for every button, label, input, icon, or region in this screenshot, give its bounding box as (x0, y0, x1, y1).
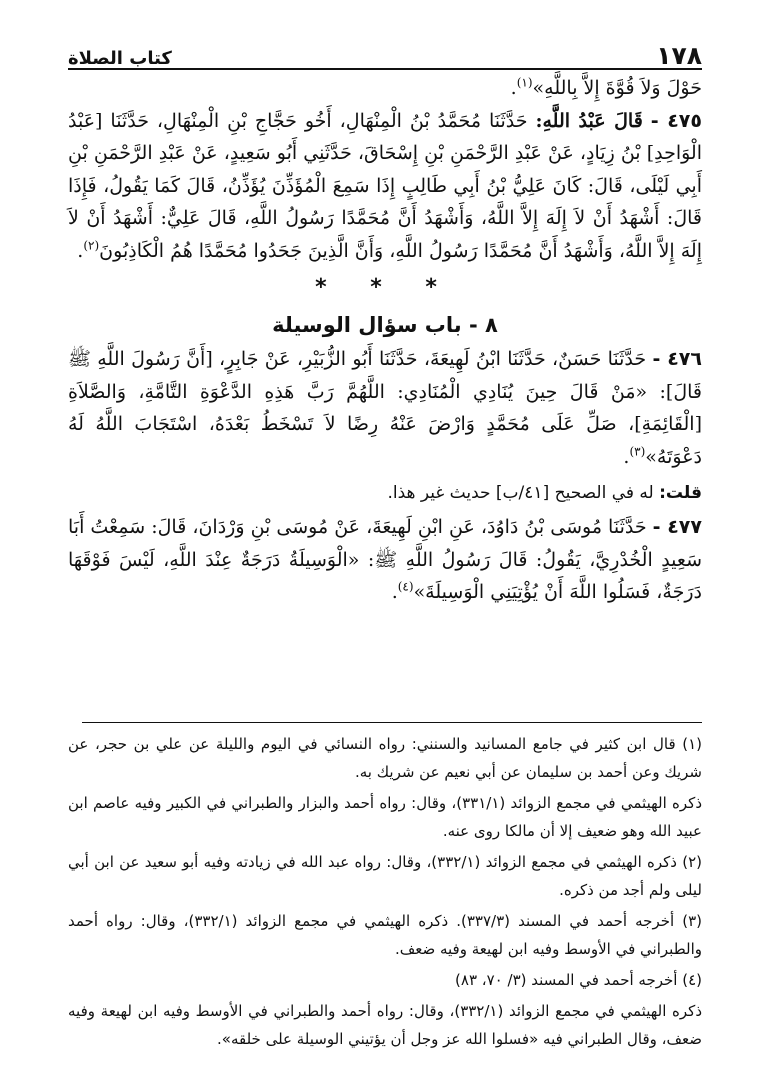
footnotes (68, 730, 702, 1056)
footnote-ref-1: (١) (516, 75, 533, 90)
chapter-title: ٨ - باب سؤال الوسيلة (272, 313, 498, 337)
hadith-number: ٤٧٦ - (652, 348, 702, 370)
hadith-476: ٤٧٦ - حَدَّثَنَا حَسَنٌ، حَدَّثَنَا ابْنُ لَهِيعَةَ، حَدَّثَنَا أَبُو الزُّبَيْرِ، عَنْ جَابِرٍ، [أَنَّ رَسُولَ اللَّهِ ﷺ قَالَ]: «مَنْ قَالَ حِينَ يُنَادِي الْمُنَادِي: اللَّهُمَّ رَبَّ هَذِهِ الدَّعْوَةِ التَّامَّةِ، وَالصَّلاَةِ [الْقَائِمَةِ]، صَلِّ عَلَى مُحَمَّدٍ وَارْضَ عَنْهُ رِضًا لاَ تَسْخَطُ بَعْدَهُ، اسْتَجَابَ اللَّهُ لَهُ دَعْوَتَهُ»$^{(٣)}$. (68, 348, 702, 468)
footnote-ref-3: (٣) (629, 444, 646, 459)
hadith-number: ٤٧٧ - (652, 516, 702, 538)
footnote: (٤) أخرجه أحمد في المسند (٣/ ٧٠، ٨٣) (455, 971, 702, 989)
book-title: كتاب الصلاة (68, 48, 172, 69)
editor-note-text: له في الصحيح [٤١/ب] حديث غير هذا. (387, 483, 654, 503)
footnote-ref-2: (٢) (83, 238, 100, 253)
footnote-divider (82, 722, 702, 723)
hadith-477: ٤٧٧ - حَدَّثَنَا مُوسَى بْنُ دَاوُدَ، عَنِ ابْنِ لَهِيعَةَ، عَنْ مُوسَى بْنِ وَرْدَانَ، قَالَ: سَمِعْتُ أَبَا سَعِيدٍ الْخُدْرِيَّ، يَقُولُ: قَالَ رَسُولُ اللَّهِ ﷺ: «الْوَسِيلَةُ دَرَجَةٌ عِنْدَ اللَّهِ، لَيْسَ فَوْقَهَا دَرَجَةٌ، فَسَلُوا اللَّهَ أَنْ يُؤْتِيَنِي الْوَسِيلَةَ»$^{(٤)}$. (68, 516, 702, 603)
page-body (68, 72, 702, 609)
footnote: (٣) أخرجه أحمد في المسند (٣٣٧/٣). ذكره الهيثمي في مجمع الزوائد (٣٣٢/١)، وقال: رواه أحمد والطبراني في الأوسط وفيه ابن لهيعة وفيه ضعف. (68, 912, 703, 958)
footnote: (٢) ذكره الهيثمي في مجمع الزوائد (٣٣٢/١)، وقال: رواه عبد الله في زيادته وفيه أبو سعيد عن ابن أبي ليلى ولم أجد من ذكره. (68, 853, 702, 899)
footnote-ref-4: (٤) (397, 579, 414, 594)
footnote: ذكره الهيثمي في مجمع الزوائد (٣٣١/١)، وقال: رواه أحمد والبزار والطبراني في الكبير وفيه عاصم ابن عبيد الله وهو ضعيف إلا أن مالكا روى عنه. (68, 794, 702, 840)
editor-note (68, 477, 702, 509)
hadith-number: ٤٧٥ - (650, 109, 702, 132)
hadith-text: حَدَّثَنَا مُحَمَّدُ بْنُ الْمِنْهَالِ، أَخُو حَجَّاجِ بْنِ الْمِنْهَالِ، حَدَّثَنَا [عَبْدُ الْوَاحِدِ] بْنُ زِيَادٍ، عَنْ عَبْدِ الرَّحْمَنِ بْنِ إِسْحَاقَ، حَدَّثَنِي أَبُو سَعِيدٍ، عَنْ عَبْدِ الرَّحْمَنِ بْنِ أَبِي لَيْلَى، قَالَ: كَانَ عَلِيُّ بْنُ أَبِي طَالِبٍ إِذَا سَمِعَ الْمُؤَذِّنَ يُؤَذِّنُ، قَالَ كَمَا يَقُولُ، فَإِذَا قَالَ: أَشْهَدُ أَنْ لاَ إِلَهَ إِلاَّ اللَّهُ، وَأَشْهَدُ أَنَّ مُحَمَّدًا رَسُولُ اللَّهِ، قَالَ عَلِيٌّ: أَشْهَدُ أَنْ لاَ إِلَهَ إِلاَّ اللَّهُ، وَأَشْهَدُ أَنَّ مُحَمَّدًا رَسُولُ اللَّهِ، وَأَنَّ الَّذِينَ جَحَدُوا مُحَمَّدًا هُمُ الْكَاذِبُونَ (68, 109, 702, 262)
section-separator: * * * (315, 275, 455, 300)
page-header (68, 30, 702, 68)
header-divider (68, 68, 702, 70)
continuation-line: حَوْلَ وَلاَ قُوَّةَ إِلاَّ بِاللَّهِ»$^{(١)}$. (510, 75, 702, 99)
hadith-speaker: قَالَ عَبْدُ اللَّهِ: (535, 109, 643, 132)
footnote: (١) قال ابن كثير في جامع المسانيد والسنني: رواه النسائي في اليوم والليلة عن علي بن حجر، عن شريك وعن أحمد بن سليمان عن أبي نعيم عن شريك به. (68, 735, 702, 781)
hadith-text: حَدَّثَنَا مُوسَى بْنُ دَاوُدَ، عَنِ ابْنِ لَهِيعَةَ، عَنْ مُوسَى بْنِ وَرْدَانَ، قَالَ: سَمِعْتُ أَبَا سَعِيدٍ الْخُدْرِيَّ، يَقُولُ: قَالَ رَسُولُ اللَّهِ ﷺ: «الْوَسِيلَةُ دَرَجَةٌ عِنْدَ اللَّهِ، لَيْسَ فَوْقَهَا دَرَجَةٌ، فَسَلُوا اللَّهَ أَنْ يُؤْتِيَنِي الْوَسِيلَةَ» (68, 516, 702, 603)
editor-note-label: قلت: (659, 483, 702, 503)
hadith-475: ٤٧٥ - قَالَ عَبْدُ اللَّهِ: حَدَّثَنَا مُحَمَّدُ بْنُ الْمِنْهَالِ، أَخُو حَجَّاجِ بْنِ الْمِنْهَالِ، حَدَّثَنَا [عَبْدُ الْوَاحِدِ] بْنُ زِيَادٍ، عَنْ عَبْدِ الرَّحْمَنِ بْنِ إِسْحَاقَ، حَدَّثَنِي أَبُو سَعِيدٍ، عَنْ عَبْدِ الرَّحْمَنِ بْنِ أَبِي لَيْلَى، قَالَ: كَانَ عَلِيُّ بْنُ أَبِي طَالِبٍ إِذَا سَمِعَ الْمُؤَذِّنَ يُؤَذِّنُ، قَالَ كَمَا يَقُولُ، فَإِذَا قَالَ: أَشْهَدُ أَنْ لاَ إِلَهَ إِلاَّ اللَّهُ، وَأَشْهَدُ أَنَّ مُحَمَّدًا رَسُولُ اللَّهِ، قَالَ عَلِيٌّ: أَشْهَدُ أَنْ لاَ إِلَهَ إِلاَّ اللَّهُ، وَأَشْهَدُ أَنَّ مُحَمَّدًا رَسُولُ اللَّهِ، وَأَنَّ الَّذِينَ جَحَدُوا مُحَمَّدًا هُمُ الْكَاذِبُونَ$^{(٢)}$. (68, 109, 702, 262)
footnote: ذكره الهيثمي في مجمع الزوائد (٣٣٢/١)، وقال: رواه أحمد والطبراني في الأوسط وفيه ابن لهيعة وفيه ضعف، وقال الطبراني فيه «فسلوا الله عز وجل أن يؤتيني الوسيلة على خلقه». (68, 1002, 703, 1048)
page-number: ١٧٨ (656, 41, 702, 70)
continuation-text: حَوْلَ وَلاَ قُوَّةَ إِلاَّ بِاللَّهِ» (532, 77, 702, 99)
hadith-text: حَدَّثَنَا حَسَنٌ، حَدَّثَنَا ابْنُ لَهِيعَةَ، حَدَّثَنَا أَبُو الزُّبَيْرِ، عَنْ جَابِرٍ، [أَنَّ رَسُولَ اللَّهِ ﷺ قَالَ]: «مَنْ قَالَ حِينَ يُنَادِي الْمُنَادِي: اللَّهُمَّ رَبَّ هَذِهِ الدَّعْوَةِ التَّامَّةِ، وَالصَّلاَةِ [الْقَائِمَةِ]، صَلِّ عَلَى مُحَمَّدٍ وَارْضَ عَنْهُ رِضًا لاَ تَسْخَطُ بَعْدَهُ، اسْتَجَابَ اللَّهُ لَهُ دَعْوَتَهُ» (68, 348, 702, 468)
